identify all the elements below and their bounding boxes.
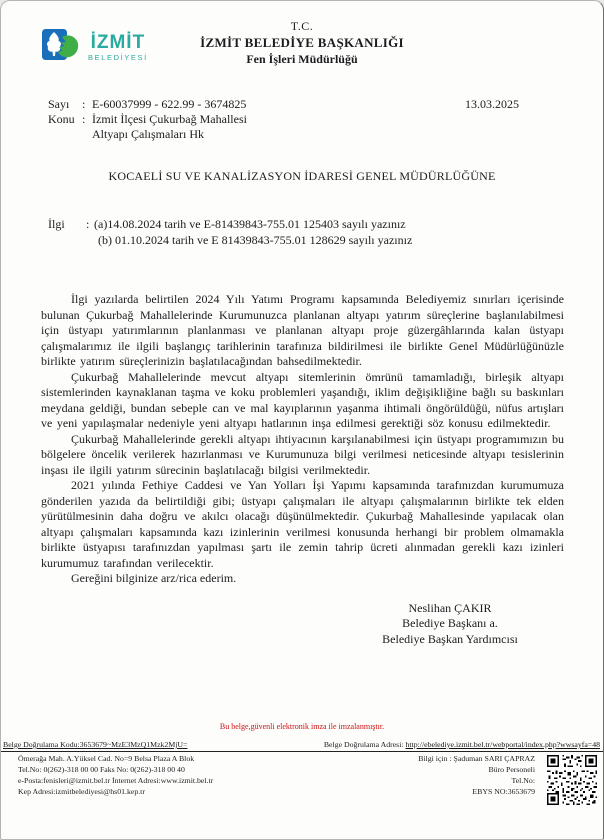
sayi-colon: : (82, 97, 86, 111)
references-block (48, 217, 563, 248)
konu-colon: : (82, 112, 86, 126)
ilgi-label: İlgi (48, 217, 65, 231)
ilgi-colon: : (86, 217, 90, 231)
verification-url-link[interactable]: http://ebelediye.izmit.bel.tr/webportal/index.php?wwsayfa=48 (405, 740, 600, 749)
signature-block (355, 601, 545, 648)
verification-address-label: Belge Doğrulama Adresi: (323, 740, 406, 749)
konu-line2: Altyapı Çalışmaları Hk (92, 127, 204, 141)
letter-body (41, 292, 564, 587)
letterhead (1, 1, 603, 67)
municipality-leaf-logo-icon (41, 28, 83, 66)
signer-title-1: Belediye Başkanı a. (402, 616, 498, 630)
footer-email-web: e-Posta:fenisleri@izmit.bel.tr İnternet Adresi:www.izmit.bel.tr (18, 775, 214, 785)
footer-contact-block (1, 754, 301, 805)
paragraph-2: Çukurbağ Mahallelerinde mevcut altyapı sitemlerinin ömrünü tamamladığı, birleşik altyapı sistemlerinden kaynaklanan taşma ve koku problemleri yaşandığı, iklim değişikliğine bağlı su baskınları meydana geldiği, bundan sebeple can ve mal kayıplarının yaşanma ihtimali öngörüldüğü, nüfus artışları ve yeni yapılaşmalar nedeniyle yeni altyapı hatlarının inşa edilmesi gerektiği söz konusu edilmektedir. (41, 369, 564, 430)
footer-address: Ömerağa Mah. A.Yüksel Cad. No=9 Belsa Plaza A Blok (18, 753, 195, 763)
header-tc: T.C. (290, 19, 314, 33)
footer-tel-label: Tel.No: (511, 775, 535, 785)
footer-contact-person: Bilgi için : Şaduman SARI ÇAPRAZ (418, 753, 535, 763)
footer-phone-fax: Tel.No: 0(262)-318 00 00 Faks No: 0(262)-318 00 40 (18, 764, 185, 774)
sayi-value: E-60037999 - 622.99 - 3674825 (92, 97, 247, 111)
closing-line: Gereğini bilginize arz/rica ederim. (71, 571, 237, 585)
verification-address (324, 740, 600, 750)
sayi-label: Sayı (48, 97, 70, 111)
signer-name: Neslihan ÇAKIR (408, 600, 492, 615)
footer-contact-title: Büro Personeli (488, 764, 535, 774)
header-department: Fen İşleri Müdürlüğü (246, 52, 358, 66)
recipient-title: KOCAELİ SU VE KANALİZASYON İDARESİ GENEL MÜDÜRLÜĞÜNE (108, 169, 496, 183)
paragraph-4: 2021 yılında Fethiye Caddesi ve Yan Yolları İşi Yapımı kapsamında tarafınızdan kurumumuza gönderilen yazıda da belirtildiği gibi; üstyapı çalışmaları ile altyapı çalışmalarının birlikte tek elden yürütülmesinin daha doğru ve akılcı olacağı düşünülmektedir. Çukurbağ Mahallesinde yapılacak olan altyapı çalışmaları kapsamında kazı izinlerinin verilmesi konusunda herhangi bir problem olmamakla birlikte üstyapısı tarafınızdan yapılması şartı ile zemin tahrip ücreti alınmadan gerekli kazı izinleri kurumumuz tarafından verilecektir. (41, 478, 564, 570)
footer (1, 740, 603, 805)
ilgi-item-a: (a)14.08.2024 tarih ve E-81439843-755.01 125403 sayılı yazınız (94, 217, 406, 231)
verification-code: Belge Doğrulama Kodu:3653679~MzE3MzQ1Mzk2MjU= (3, 740, 188, 749)
logo-name: İZMİT (90, 31, 146, 53)
paragraph-3: Çukurbağ Mahallelerinde gerekli altyapı ihtiyacının karşılanabilmesi için üstyapı programımızın bu bölgelere öncelik verilerek hazırlanması ve Kurumunuza bilgi verilmesi neticesinde altyapı tesislerinin inşası ile ilgili yatırım sürecinin başlatılacağı bilgisi verilmektedir. (41, 431, 564, 477)
footer-ebys-no: EBYS NO:3653679 (472, 786, 535, 796)
konu-label: Konu (48, 112, 75, 126)
footer-kep-address: Kep Adresi:izmitbelediyesi@hs01.kep.tr (18, 786, 145, 796)
paragraph-1: İlgi yazılarda belirtilen 2024 Yılı Yatımı Programı kapsamında Belediyemiz sınırları içerisinde bulunan Çukurbağ Mahallelerinde Kurumunuzca planlanan altyapı yatırım süreçlerine başlanılabilmesi için üstyapı yatırımlarının planlanması ve planlanan altyapı proje güzergâhlarında kalan üstyapı çalışmalarımız ile ilgili başlangıç tarihlerinin tarafınıza bildirilmesi ile birlikte Genel Müdürlüğünüzle birlikte yatırım süreçlerinizin başlatılacağından bahsedilmektedir. (41, 292, 564, 368)
konu-line1: İzmit İlçesi Çukurbağ Mahallesi (92, 112, 247, 126)
ilgi-item-b: (b) 01.10.2024 tarih ve E 81439843-755.01 128629 sayılı yazınız (98, 232, 413, 247)
header-organization: İZMİT BELEDİYE BAŞKANLIĞI (200, 35, 404, 50)
document-date: 13.03.2025 (465, 97, 519, 111)
izmit-belediyesi-logo (41, 28, 148, 66)
logo-subtitle: BELEDİYESİ (88, 52, 148, 62)
document-meta (48, 97, 563, 142)
e-signature-notice: Bu belge,güvenli elektronik imza ile imzalanmıştır. (219, 722, 385, 731)
qr-code (547, 755, 597, 805)
signer-title-2: Belediye Başkan Yardımcısı (382, 631, 518, 646)
footer-info-block (301, 754, 543, 805)
